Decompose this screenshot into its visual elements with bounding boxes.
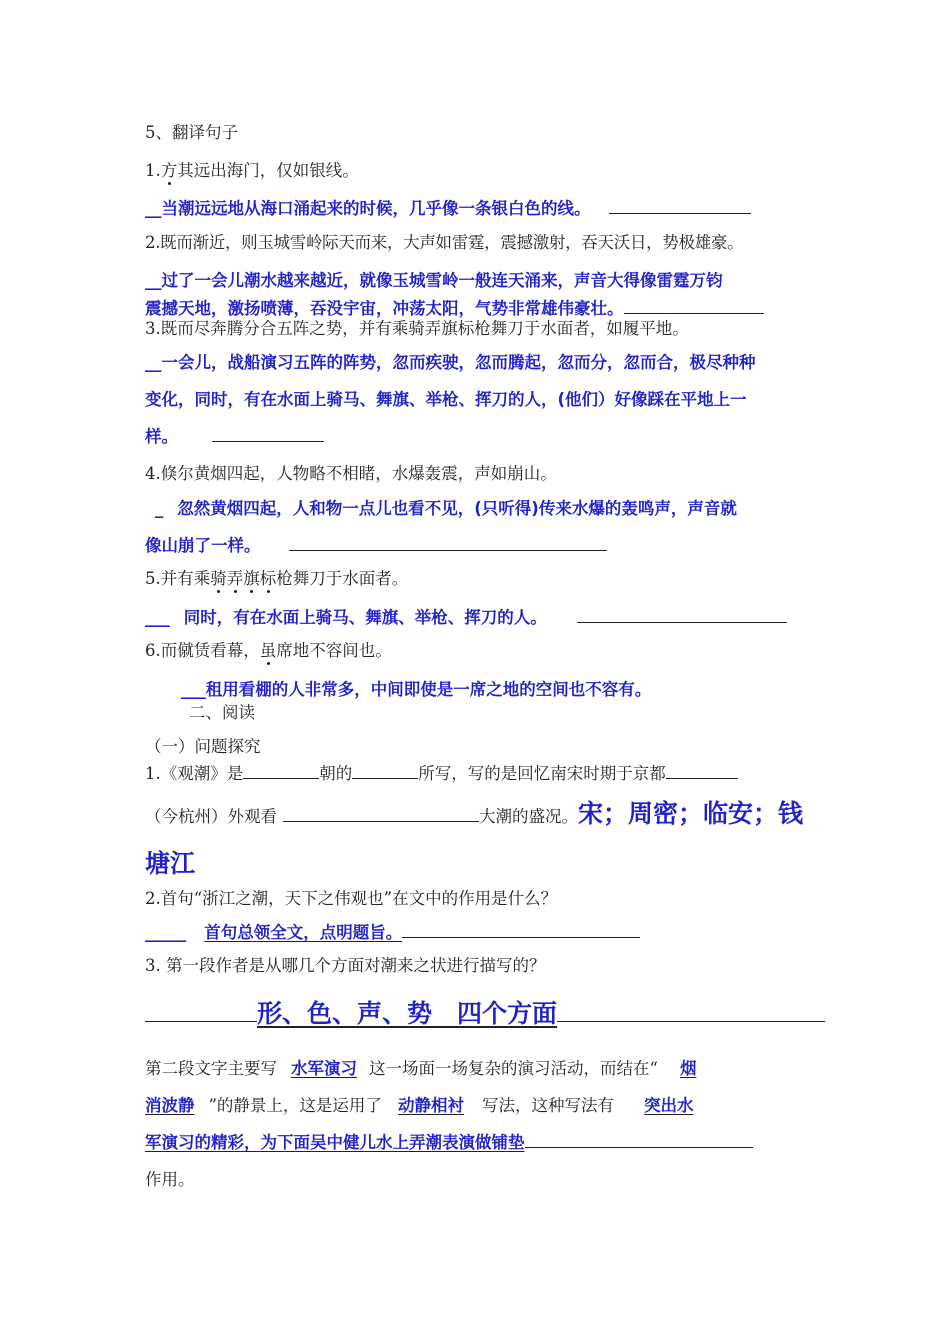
answer-4: _ 忽然黄烟四起，人和物一点儿也看不见，(只听得)传来水爆的轰鸣声，声音就 像山崩了一样。 — [145, 499, 737, 555]
reading-question-1: 1.《观潮》是 朝的 所写，写的是回忆南宋时期于京都 — [145, 762, 738, 785]
question-5: 5.并有乘骑弄旗标枪舞刀于水面者。 — [145, 569, 409, 588]
answer-6: ___租用看棚的人非常多，中间即使是一席之地的空间也不容有。 — [181, 680, 652, 699]
answer-blank — [212, 425, 324, 442]
reading-question-3: 3. 第一段作者是从哪几个方面对潮来之状进行描写的？ — [145, 956, 546, 975]
answer-r1: 宋；周密；临安；钱 — [578, 799, 804, 828]
emphasis-char: 方 — [160, 161, 178, 180]
answer-r2: _____ 首句总领全文，点明题旨。 — [145, 914, 807, 951]
answer-blank — [289, 534, 607, 551]
question-6: 6.而僦赁看幕，虽席地不容间也。 — [145, 641, 392, 660]
reading-question-1-line2: （今杭州）外观看 大潮的盛况。宋；周密；临安；钱 — [145, 799, 804, 828]
reading-question-2: 2.首句“浙江之潮，天下之伟观也”在文中的作用是什么？ — [145, 889, 558, 908]
answer-3: __一会儿，战船演习五阵的阵势，忽而疾驶，忽而腾起，忽而分，忽而合，极尽种种 变化，同时，有在水面上骑马、舞旗、举枪、挥刀的人，(他们）好像踩在平地上一 样。 — [145, 353, 756, 446]
answer-blank — [402, 921, 640, 938]
answer-r3: 形、色、声、势 四个方面 — [145, 994, 825, 1030]
sub-section-title: （一）问题探究 — [145, 737, 261, 756]
answer-r1-cont: 塘江 — [145, 849, 196, 878]
answer-blank — [609, 197, 751, 214]
section-2-title: 二、阅读 — [189, 703, 255, 722]
answer-5: ___ 同时，有在水面上骑马、舞旗、举枪、挥刀的人。 — [145, 599, 787, 636]
answer-2: __过了一会儿潮水越来越近，就像玉城雪岭一般连天涌来，声音大得像雷霆万钧 震撼天地，激扬喷薄，吞没宇宙，冲荡太阳，气势非常雄伟豪壮。 — [145, 262, 764, 327]
section-5-title: 5、翻译句子 — [145, 123, 238, 142]
reading-question-4: 第二段文字主要写 水军演习 这一场面一场复杂的演习活动，而结在“ 烟 消波静 ”的静景上，这是运用了 动静相衬 写法，这种写法有 突出水 军演习的精彩，为下面吴中健儿水上弄潮表演做铺垫 作用。 — [145, 1050, 807, 1198]
question-1: 1.方其远出海门，仅如银线。 — [145, 161, 359, 180]
answer-blank — [577, 606, 787, 623]
question-3: 3.既而尽奔腾分合五阵之势，并有乘骑弄旗标枪舞刀于水面者，如履平地。 — [145, 319, 689, 338]
question-4: 4.倏尔黄烟四起，人物略不相睹，水爆轰震，声如崩山。 — [145, 464, 557, 483]
question-2: 2.既而渐近，则玉城雪岭际天而来，大声如雷霆，震撼激射，吞天沃日，势极雄豪。 — [145, 233, 744, 252]
answer-blank — [624, 297, 764, 314]
answer-1: __当潮远远地从海口涌起来的时候，几乎像一条银白色的线。 — [145, 190, 751, 227]
